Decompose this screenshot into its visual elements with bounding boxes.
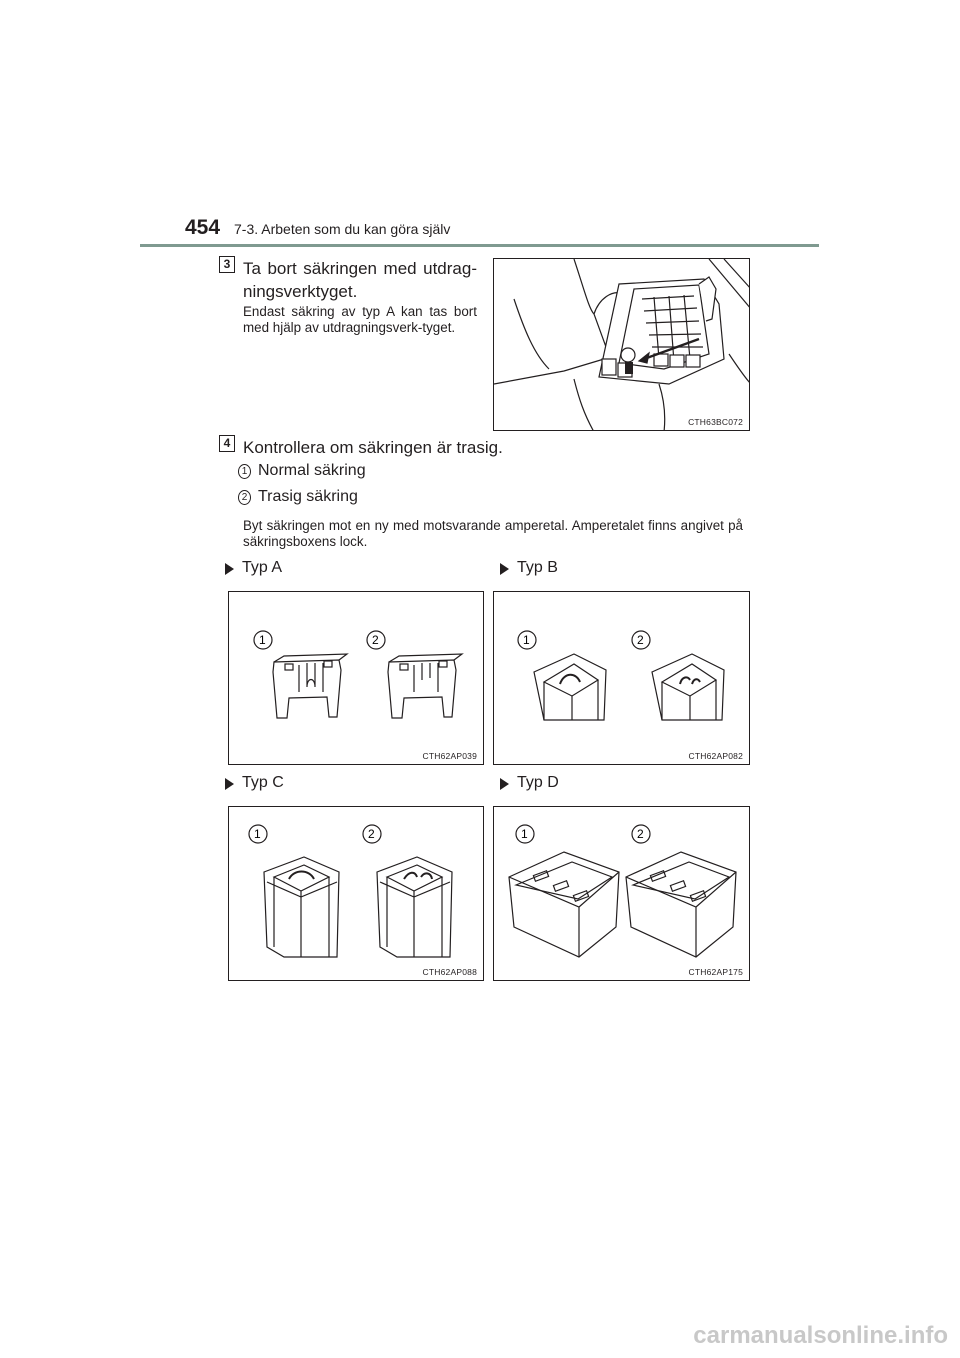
header-divider	[140, 244, 819, 247]
triangle-bullet-icon	[500, 778, 509, 790]
marker-1: 1	[254, 827, 261, 841]
list-marker-2: 2	[238, 490, 251, 505]
figure-caption: CTH62AP175	[688, 967, 743, 977]
type-a-label: Typ A	[242, 559, 283, 576]
figure-caption: CTH62AP082	[688, 751, 743, 761]
triangle-bullet-icon	[225, 563, 234, 575]
type-b-illustration	[493, 591, 750, 765]
figure-caption: CTH63BC072	[688, 417, 743, 427]
step-3-heading: Ta bort säkringen med utdrag-ningsverktyget.	[243, 259, 477, 301]
broken-fuse-label: Trasig säkring	[258, 488, 358, 505]
normal-fuse-label: Normal säkring	[258, 462, 366, 479]
fuse-removal-illustration	[493, 258, 750, 431]
type-d-illustration	[493, 806, 750, 981]
step-4-heading: Kontrollera om säkringen är trasig.	[243, 438, 503, 457]
type-c-illustration	[228, 806, 484, 981]
type-b-label: Typ B	[517, 559, 558, 576]
marker-1: 1	[521, 827, 528, 841]
marker-1: 1	[523, 633, 530, 647]
list-marker-1: 1	[238, 464, 251, 479]
marker-1: 1	[259, 633, 266, 647]
watermark: carmanualsonline.info	[693, 1322, 948, 1349]
type-a-illustration	[228, 591, 484, 765]
fuse-box-drawing	[494, 259, 750, 431]
step-4-badge: 4	[219, 435, 235, 452]
step-4-note: Byt säkringen mot en ny med motsvarande amperetal. Amperetalet finns angivet på säkringsboxens lock.	[243, 518, 743, 549]
triangle-bullet-icon	[225, 778, 234, 790]
type-c-label: Typ C	[242, 774, 284, 791]
step-3-note: Endast säkring av typ A kan tas bort med hjälp av utdragningsverk-tyget.	[243, 304, 477, 335]
marker-2: 2	[637, 827, 644, 841]
figure-caption: CTH62AP088	[422, 967, 477, 977]
marker-2: 2	[637, 633, 644, 647]
type-d-label: Typ D	[517, 774, 559, 791]
marker-2: 2	[368, 827, 375, 841]
figure-caption: CTH62AP039	[422, 751, 477, 761]
page-number: 454	[185, 216, 221, 239]
marker-2: 2	[372, 633, 379, 647]
step-3-badge: 3	[219, 256, 235, 273]
section-title: 7-3. Arbeten som du kan göra själv	[234, 221, 451, 237]
triangle-bullet-icon	[500, 563, 509, 575]
